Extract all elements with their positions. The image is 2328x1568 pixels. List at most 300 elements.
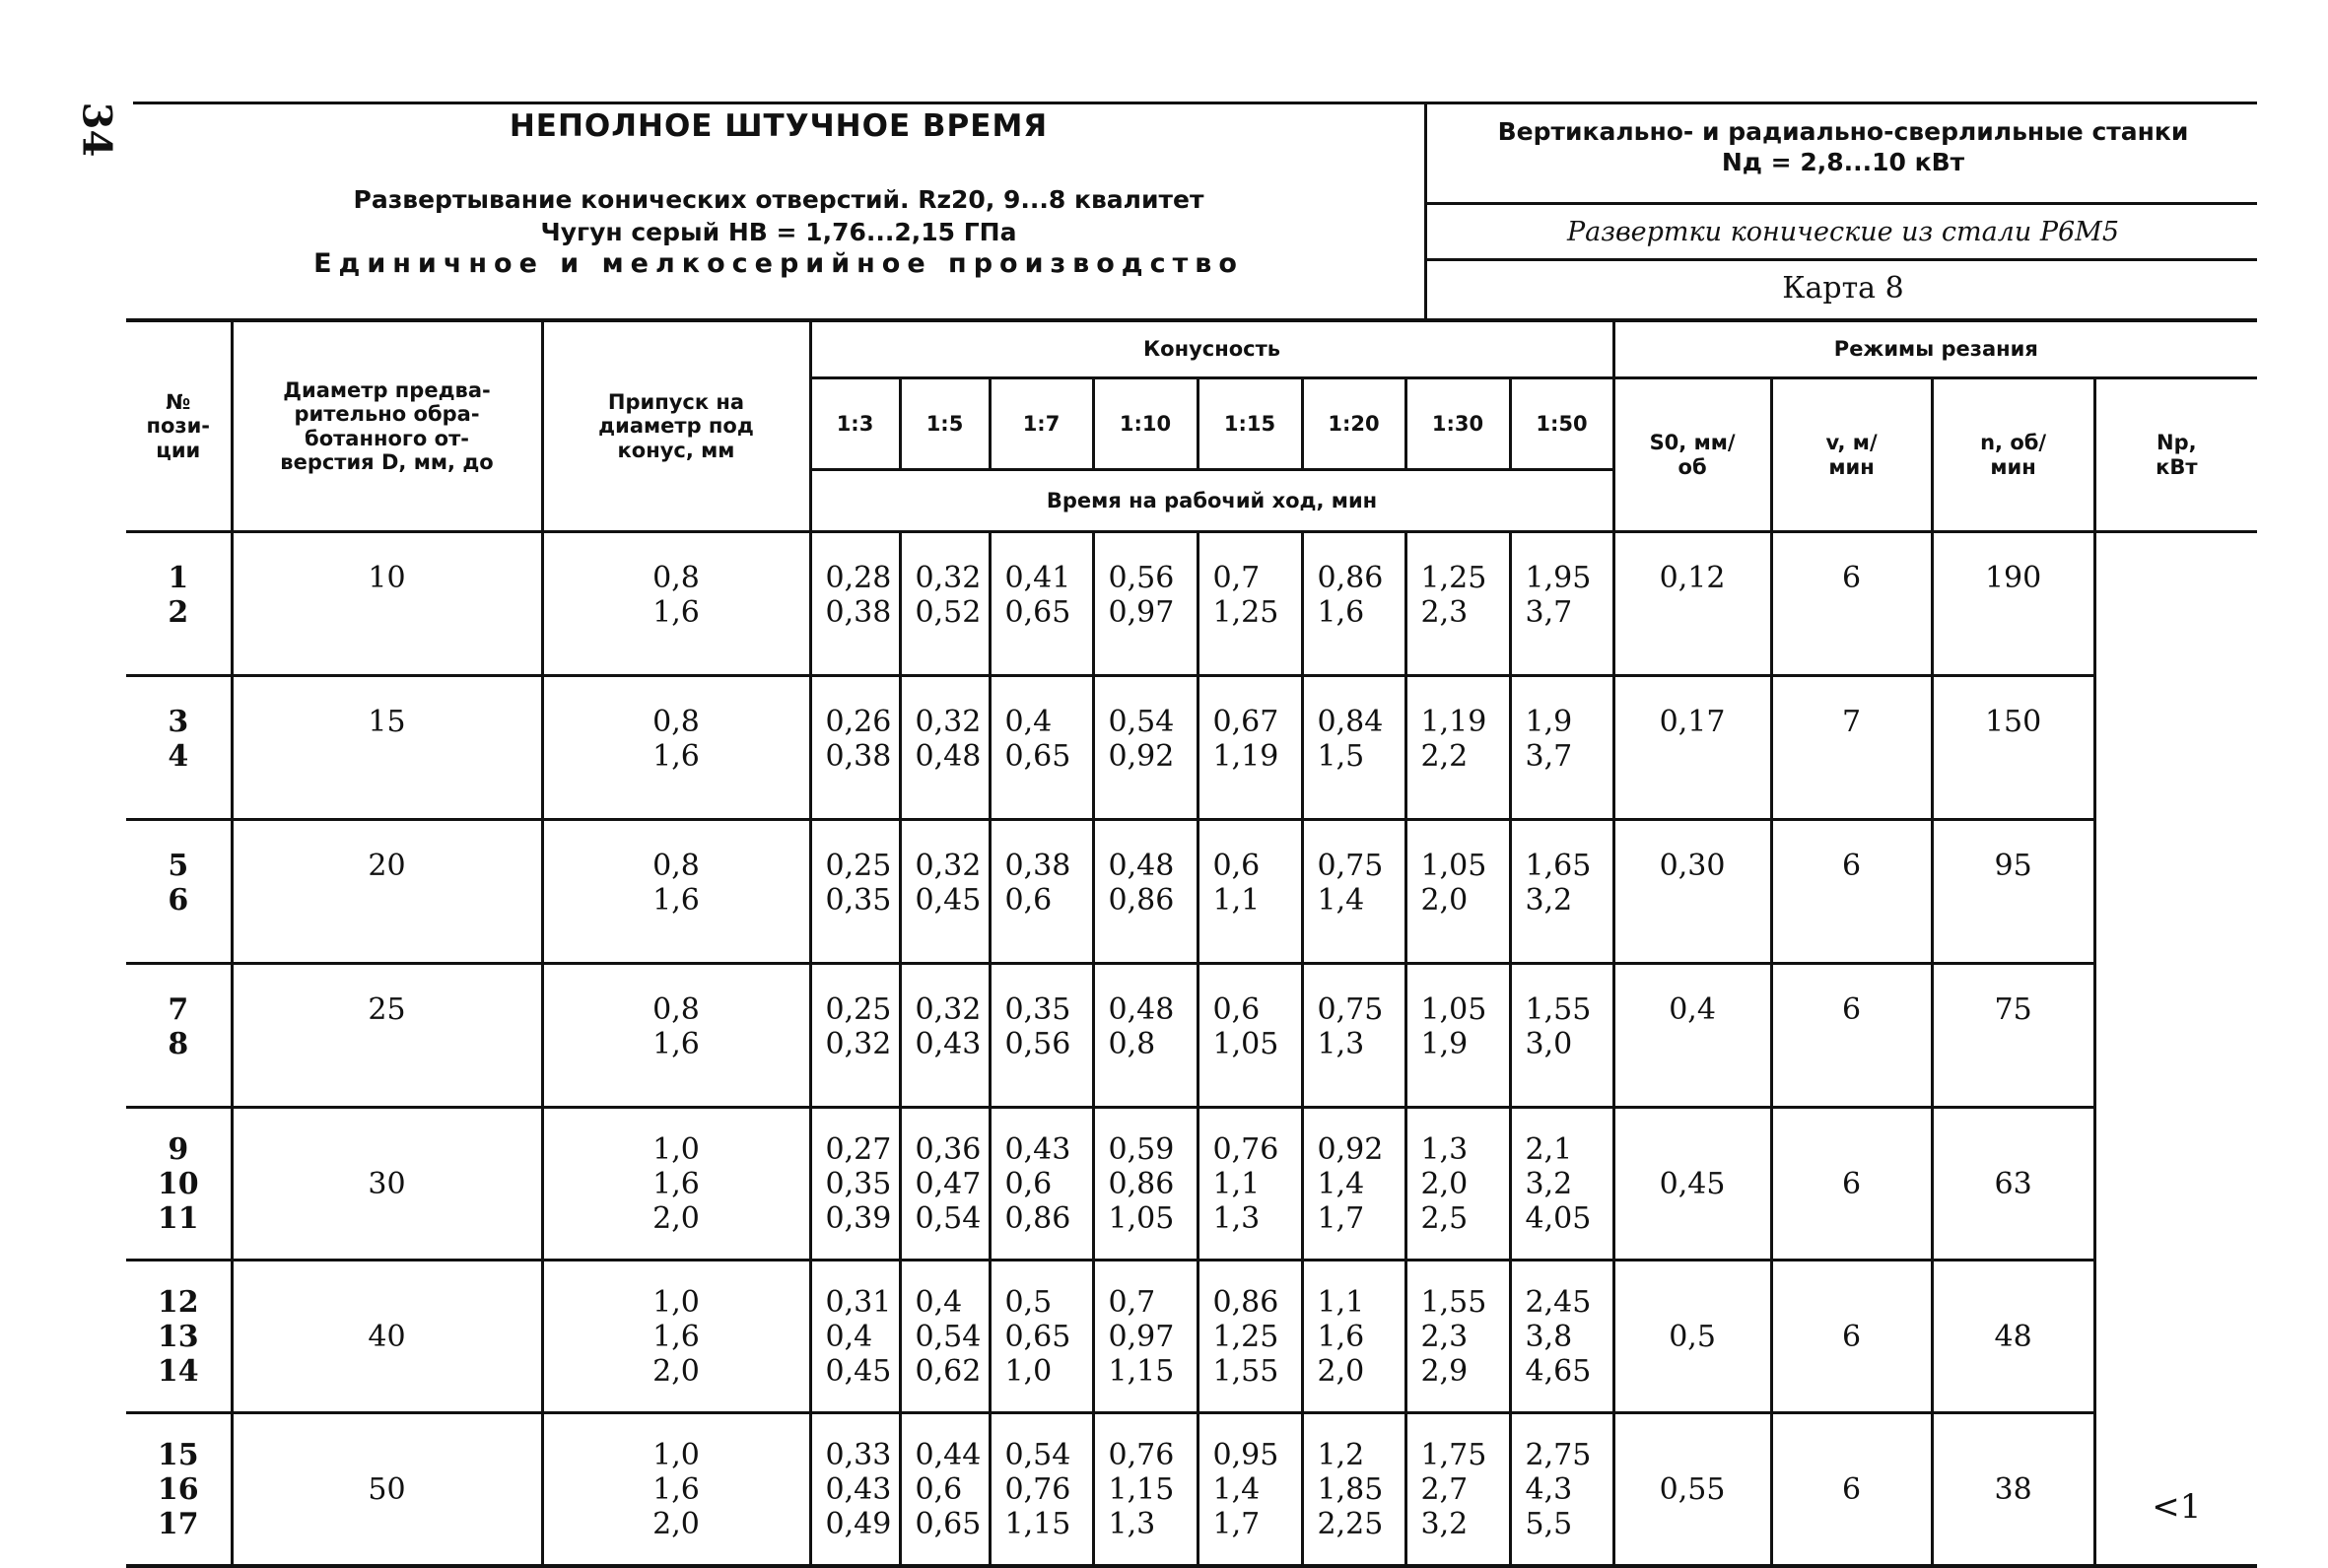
time-cell-value: 0,31: [825, 1284, 892, 1320]
allowance-cell-value: 0,8: [652, 561, 700, 595]
n-cell: 95: [1932, 820, 2094, 964]
time-cell-value: 0,86: [1108, 883, 1175, 918]
position-cell-value: 7: [168, 992, 189, 1027]
time-cell-value: 1,25: [1420, 561, 1487, 595]
time-cell: [900, 1413, 990, 1567]
time-cell: [990, 1261, 1093, 1413]
time-cell: [900, 1261, 990, 1413]
time-cell-value: 0,32: [825, 1027, 892, 1061]
time-cell-value: 2,75: [1525, 1437, 1592, 1472]
time-cell-value: 1,1: [1212, 883, 1261, 918]
v-cell: 6: [1771, 1108, 1932, 1261]
position-cell: [126, 676, 232, 820]
card-number: Карта 8: [1782, 271, 1904, 306]
machine-line-2: Nд = 2,8...10 кВт: [1721, 148, 1965, 177]
taper-1-3: 1:3: [810, 378, 900, 470]
time-cell-value: 2,0: [1420, 1166, 1469, 1201]
time-cell-value: 0,67: [1212, 705, 1279, 739]
taper-1-50: 1:50: [1510, 378, 1613, 470]
diameter-cell: 10: [232, 532, 542, 676]
time-cell-value: 1,1: [1317, 1284, 1365, 1320]
time-cell: [1302, 1261, 1405, 1413]
time-cell-value: 0,45: [825, 1353, 892, 1389]
time-cell-value: 0,33: [825, 1437, 892, 1472]
allowance-cell: [542, 532, 810, 676]
diameter-cell: 50: [232, 1413, 542, 1567]
header-right-rule-2: [1424, 258, 2257, 261]
time-cell-value: 0,59: [1108, 1131, 1175, 1167]
time-cell-value: 0,39: [825, 1200, 892, 1236]
so-cell: 0,30: [1613, 820, 1771, 964]
time-cell-value: 0,76: [1004, 1471, 1071, 1507]
table-row: [126, 532, 2257, 676]
allowance-cell: [542, 1413, 810, 1567]
time-cell: [1198, 1261, 1302, 1413]
time-cell: [900, 532, 990, 676]
machine-line-1: Вертикально- и радиально-сверлильные станки: [1497, 117, 2189, 146]
time-cell-value: 0,48: [915, 739, 982, 774]
taper-1-7: 1:7: [990, 378, 1093, 470]
time-cell-value: 0,38: [825, 595, 892, 630]
time-cell-value: 0,65: [1004, 595, 1071, 630]
time-cell: [1093, 820, 1198, 964]
page-number: 34: [73, 102, 120, 158]
v-cell: 6: [1771, 964, 1932, 1108]
position-cell-value: 2: [168, 595, 189, 630]
header-right-rule-1: [1424, 202, 2257, 205]
position-cell: [126, 1413, 232, 1567]
time-table: [126, 318, 2257, 1568]
time-cell: [1093, 1413, 1198, 1567]
so-cell: 0,5: [1613, 1261, 1771, 1413]
time-cell: [810, 1261, 900, 1413]
time-cell-value: 0,56: [1108, 561, 1175, 595]
allowance-cell-value: 1,6: [652, 1471, 700, 1507]
time-cell-value: 1,3: [1420, 1131, 1469, 1167]
time-cell-value: 0,25: [825, 849, 892, 883]
time-cell-value: 0,38: [825, 739, 892, 774]
time-cell-value: 0,86: [1108, 1166, 1175, 1201]
time-cell-value: 0,86: [1212, 1284, 1279, 1320]
time-cell: [1302, 1413, 1405, 1567]
n-cell: 75: [1932, 964, 2094, 1108]
time-cell: [1405, 1108, 1510, 1261]
time-cell-value: 0,6: [1212, 992, 1261, 1027]
time-cell-value: 1,95: [1525, 561, 1592, 595]
time-cell-value: 2,45: [1525, 1284, 1592, 1320]
time-cell-value: 0,54: [915, 1200, 982, 1236]
diameter-cell: 15: [232, 676, 542, 820]
time-cell: [1510, 1413, 1613, 1567]
time-cell-value: 1,85: [1317, 1471, 1384, 1507]
time-cell-value: 1,7: [1212, 1506, 1261, 1541]
time-cell: [1093, 532, 1198, 676]
position-cell-value: 11: [157, 1200, 199, 1236]
allowance-cell-value: 2,0: [652, 1353, 700, 1389]
allowance-cell-value: 1,6: [652, 1319, 700, 1354]
time-cell-value: 0,56: [1004, 1027, 1071, 1061]
material-text: Чугун серый НВ = 1,76...2,15 ГПа: [540, 218, 1017, 246]
time-cell-value: 1,2: [1317, 1437, 1365, 1472]
v-cell: 6: [1771, 820, 1932, 964]
time-cell: [1302, 964, 1405, 1108]
time-cell-value: 0,97: [1108, 1319, 1175, 1354]
col-modes-group: Режимы резания: [1613, 320, 2257, 378]
time-cell: [1093, 964, 1198, 1108]
allowance-cell: [542, 676, 810, 820]
allowance-cell-value: 1,6: [652, 595, 700, 630]
time-cell-value: 3,8: [1525, 1319, 1573, 1354]
time-cell-value: 0,4: [825, 1319, 873, 1354]
time-cell: [1405, 964, 1510, 1108]
position-cell-value: 5: [168, 849, 189, 883]
time-cell-value: 4,3: [1525, 1471, 1573, 1507]
time-cell-value: 0,43: [825, 1471, 892, 1507]
time-cell-value: 1,4: [1212, 1471, 1261, 1507]
taper-1-15: 1:15: [1198, 378, 1302, 470]
time-cell-value: 0,6: [915, 1471, 963, 1507]
time-cell-value: 0,75: [1317, 992, 1384, 1027]
time-cell-value: 1,5: [1317, 739, 1365, 774]
time-cell-value: 0,76: [1212, 1131, 1279, 1167]
time-cell: [990, 532, 1093, 676]
time-cell-value: 1,05: [1420, 849, 1487, 883]
time-cell-value: 0,26: [825, 705, 892, 739]
time-cell-value: 0,47: [915, 1166, 982, 1201]
time-cell: [810, 964, 900, 1108]
allowance-cell-value: 0,8: [652, 992, 700, 1027]
time-cell: [810, 532, 900, 676]
time-cell-value: 1,15: [1108, 1471, 1175, 1507]
time-cell-value: 1,15: [1004, 1506, 1071, 1541]
time-cell: [900, 1108, 990, 1261]
time-cell: [990, 676, 1093, 820]
position-cell: [126, 1261, 232, 1413]
time-cell-value: 0,45: [915, 883, 982, 918]
time-cell-value: 3,2: [1525, 1166, 1573, 1201]
position-cell: [126, 820, 232, 964]
time-cell: [810, 820, 900, 964]
position-cell-value: 12: [157, 1284, 199, 1320]
position-cell-value: 3: [168, 705, 189, 739]
time-cell: [990, 1108, 1093, 1261]
so-cell: 0,45: [1613, 1108, 1771, 1261]
time-cell-value: 0,32: [915, 992, 982, 1027]
position-cell-value: 14: [157, 1353, 199, 1389]
time-cell: [1198, 1413, 1302, 1567]
time-cell-value: 0,92: [1317, 1131, 1384, 1167]
time-cell-value: 0,7: [1212, 561, 1261, 595]
time-cell-value: 3,2: [1420, 1506, 1469, 1541]
time-cell-value: 0,35: [825, 1166, 892, 1201]
time-cell: [1510, 532, 1613, 676]
np-cell: <1: [2094, 532, 2257, 1567]
time-cell: [990, 820, 1093, 964]
time-cell-value: 1,55: [1525, 992, 1592, 1027]
position-cell-value: 1: [168, 561, 189, 595]
allowance-cell-value: 1,6: [652, 739, 700, 774]
time-cell-value: 0,76: [1108, 1437, 1175, 1472]
time-cell: [1302, 676, 1405, 820]
time-cell-value: 0,32: [915, 849, 982, 883]
time-cell: [810, 1413, 900, 1567]
col-allowance: Припуск на диаметр под конус, мм: [542, 320, 810, 532]
time-cell-value: 3,2: [1525, 883, 1573, 918]
position-cell-value: 6: [168, 883, 189, 918]
time-cell: [990, 964, 1093, 1108]
allowance-cell-value: 1,0: [652, 1131, 700, 1167]
top-rule: [133, 102, 2257, 104]
time-cell-value: 0,6: [1004, 883, 1053, 918]
header-divider: [1424, 102, 1427, 318]
time-cell: [810, 1108, 900, 1261]
time-cell-value: 0,38: [1004, 849, 1071, 883]
time-cell-value: 4,65: [1525, 1353, 1592, 1389]
position-cell-value: 8: [168, 1027, 189, 1061]
table-row: [126, 1413, 2257, 1567]
time-cell-value: 2,7: [1420, 1471, 1469, 1507]
time-cell: [990, 1413, 1093, 1567]
time-cell: [1405, 1261, 1510, 1413]
allowance-cell-value: 1,0: [652, 1437, 700, 1472]
time-cell: [1198, 1108, 1302, 1261]
col-position: № пози-ции: [126, 320, 232, 532]
time-cell-value: 0,43: [915, 1027, 982, 1061]
diameter-cell: 30: [232, 1108, 542, 1261]
allowance-cell-value: 0,8: [652, 849, 700, 883]
time-cell-value: 1,05: [1420, 992, 1487, 1027]
time-caption: Время на рабочий ход, мин: [810, 470, 1613, 532]
col-v: v, м/мин: [1771, 378, 1932, 532]
time-cell: [1093, 1108, 1198, 1261]
allowance-cell: [542, 1261, 810, 1413]
time-cell-value: 3,7: [1525, 595, 1573, 630]
time-cell-value: 0,92: [1108, 739, 1175, 774]
table-row: [126, 820, 2257, 964]
col-so: S0, мм/об: [1613, 378, 1771, 532]
tool-text: Развертки конические из стали Р6М5: [1566, 217, 2120, 247]
time-cell-value: 3,0: [1525, 1027, 1573, 1061]
header-left: [133, 108, 1424, 279]
v-cell: 6: [1771, 532, 1932, 676]
allowance-cell: [542, 1108, 810, 1261]
position-cell: [126, 964, 232, 1108]
table-row: [126, 964, 2257, 1108]
time-cell-value: 1,9: [1420, 1027, 1469, 1061]
time-cell-value: 0,65: [915, 1506, 982, 1541]
time-cell-value: 1,1: [1212, 1166, 1261, 1201]
position-cell-value: 15: [157, 1437, 199, 1472]
table-row: [126, 1261, 2257, 1413]
time-cell: [1198, 964, 1302, 1108]
time-cell-value: 0,52: [915, 595, 982, 630]
col-np: Np, кВт: [2094, 378, 2257, 532]
machine-text: [1429, 116, 2257, 178]
diameter-cell: 40: [232, 1261, 542, 1413]
time-cell-value: 0,44: [915, 1437, 982, 1472]
time-cell-value: 0,54: [1004, 1437, 1071, 1472]
allowance-cell-value: 1,6: [652, 1027, 700, 1061]
time-cell-value: 0,32: [915, 705, 982, 739]
time-cell-value: 0,65: [1004, 739, 1071, 774]
taper-1-10: 1:10: [1093, 378, 1198, 470]
time-cell-value: 0,32: [915, 561, 982, 595]
time-cell: [900, 964, 990, 1108]
time-cell: [1405, 820, 1510, 964]
allowance-cell-value: 2,0: [652, 1200, 700, 1236]
time-cell-value: 1,6: [1317, 1319, 1365, 1354]
time-cell-value: 0,7: [1108, 1284, 1156, 1320]
time-cell-value: 0,25: [825, 992, 892, 1027]
time-cell-value: 0,43: [1004, 1131, 1071, 1167]
time-cell-value: 0,8: [1108, 1027, 1156, 1061]
time-cell: [900, 820, 990, 964]
time-cell: [1198, 532, 1302, 676]
position-cell-value: 13: [157, 1319, 199, 1354]
allowance-cell-value: 2,0: [652, 1506, 700, 1541]
time-cell-value: 0,54: [1108, 705, 1175, 739]
table-row: [126, 1108, 2257, 1261]
time-cell-value: 2,1: [1525, 1131, 1573, 1167]
time-cell-value: 2,2: [1420, 739, 1469, 774]
document-title: НЕПОЛНОЕ ШТУЧНОЕ ВРЕМЯ: [509, 108, 1049, 144]
time-cell-value: 1,15: [1108, 1353, 1175, 1389]
time-cell-value: 0,84: [1317, 705, 1384, 739]
time-cell-value: 2,0: [1420, 883, 1469, 918]
time-cell-value: 0,36: [915, 1131, 982, 1167]
time-cell: [1302, 532, 1405, 676]
n-cell: 38: [1932, 1413, 2094, 1567]
time-cell-value: 3,7: [1525, 739, 1573, 774]
time-cell-value: 1,05: [1212, 1027, 1279, 1061]
so-cell: 0,17: [1613, 676, 1771, 820]
allowance-cell-value: 0,8: [652, 705, 700, 739]
position-cell-value: 4: [168, 739, 189, 774]
time-cell: [1198, 820, 1302, 964]
time-cell: [1093, 676, 1198, 820]
table-body: [126, 532, 2257, 1567]
position-cell-value: 9: [168, 1131, 189, 1167]
taper-1-30: 1:30: [1405, 378, 1510, 470]
time-cell: [810, 676, 900, 820]
time-cell-value: 1,3: [1212, 1200, 1261, 1236]
time-cell-value: 2,5: [1420, 1200, 1469, 1236]
time-cell-value: 1,9: [1525, 705, 1573, 739]
n-cell: 150: [1932, 676, 2094, 820]
time-cell-value: 0,41: [1004, 561, 1071, 595]
time-cell-value: 1,65: [1525, 849, 1592, 883]
so-cell: 0,55: [1613, 1413, 1771, 1567]
time-cell: [1510, 1261, 1613, 1413]
time-cell-value: 1,55: [1420, 1284, 1487, 1320]
time-cell-value: 1,6: [1317, 595, 1365, 630]
position-cell: [126, 1108, 232, 1261]
time-cell-value: 4,05: [1525, 1200, 1592, 1236]
diameter-cell: 20: [232, 820, 542, 964]
col-diameter: Диаметр предва-рительно обра-ботанного от-верстия D, мм, до: [232, 320, 542, 532]
time-cell: [1510, 820, 1613, 964]
time-cell-value: 2,3: [1420, 595, 1469, 630]
time-cell-value: 0,48: [1108, 992, 1175, 1027]
time-cell-value: 0,27: [825, 1131, 892, 1167]
time-cell-value: 2,9: [1420, 1353, 1469, 1389]
time-cell-value: 0,48: [1108, 849, 1175, 883]
allowance-cell-value: 1,6: [652, 1166, 700, 1201]
col-n: n, об/мин: [1932, 378, 2094, 532]
time-cell: [1510, 964, 1613, 1108]
time-cell-value: 0,54: [915, 1319, 982, 1354]
time-cell-value: 1,25: [1212, 1319, 1279, 1354]
position-cell-value: 10: [157, 1166, 199, 1201]
time-cell: [900, 676, 990, 820]
diameter-cell: 25: [232, 964, 542, 1108]
time-cell-value: 1,25: [1212, 595, 1279, 630]
col-taper-group: Конусность: [810, 320, 1613, 378]
time-cell-value: 0,28: [825, 561, 892, 595]
allowance-cell-value: 1,0: [652, 1284, 700, 1320]
time-cell-value: 1,55: [1212, 1353, 1279, 1389]
allowance-cell: [542, 820, 810, 964]
n-cell: 48: [1932, 1261, 2094, 1413]
time-cell-value: 0,4: [915, 1284, 963, 1320]
allowance-cell-value: 1,6: [652, 883, 700, 918]
time-cell: [1405, 532, 1510, 676]
time-cell-value: 1,7: [1317, 1200, 1365, 1236]
time-cell-value: 1,4: [1317, 883, 1365, 918]
time-cell-value: 1,19: [1420, 705, 1487, 739]
position-cell-value: 17: [157, 1506, 199, 1541]
time-cell-value: 1,75: [1420, 1437, 1487, 1472]
production-text: Единичное и мелкосерийное производство: [313, 248, 1244, 279]
taper-1-20: 1:20: [1302, 378, 1405, 470]
time-cell: [1302, 820, 1405, 964]
time-cell-value: 1,3: [1317, 1027, 1365, 1061]
time-cell: [1093, 1261, 1198, 1413]
v-cell: 6: [1771, 1261, 1932, 1413]
time-cell-value: 1,19: [1212, 739, 1279, 774]
time-cell-value: 1,3: [1108, 1506, 1156, 1541]
time-cell: [1510, 676, 1613, 820]
time-cell-value: 0,49: [825, 1506, 892, 1541]
time-cell-value: 0,97: [1108, 595, 1175, 630]
time-cell-value: 1,05: [1108, 1200, 1175, 1236]
time-cell-value: 0,65: [1004, 1319, 1071, 1354]
time-cell-value: 0,86: [1004, 1200, 1071, 1236]
time-cell: [1405, 1413, 1510, 1567]
time-cell-value: 0,86: [1317, 561, 1384, 595]
time-cell-value: 2,0: [1317, 1353, 1365, 1389]
time-cell-value: 0,75: [1317, 849, 1384, 883]
position-cell: [126, 532, 232, 676]
n-cell: 190: [1932, 532, 2094, 676]
time-cell: [1510, 1108, 1613, 1261]
time-cell-value: 1,4: [1317, 1166, 1365, 1201]
v-cell: 7: [1771, 676, 1932, 820]
v-cell: 6: [1771, 1413, 1932, 1567]
time-cell-value: 5,5: [1525, 1506, 1573, 1541]
time-cell: [1302, 1108, 1405, 1261]
time-cell-value: 0,35: [1004, 992, 1071, 1027]
position-cell-value: 16: [157, 1471, 199, 1507]
time-cell: [1405, 676, 1510, 820]
allowance-cell: [542, 964, 810, 1108]
table-row: [126, 676, 2257, 820]
time-cell-value: 0,5: [1004, 1284, 1053, 1320]
operation-text: Развертывание конических отверстий. Rz20, 9...8 квалитет: [353, 185, 1204, 214]
time-cell-value: 0,6: [1212, 849, 1261, 883]
time-cell-value: 0,95: [1212, 1437, 1279, 1472]
time-cell-value: 1,0: [1004, 1353, 1053, 1389]
